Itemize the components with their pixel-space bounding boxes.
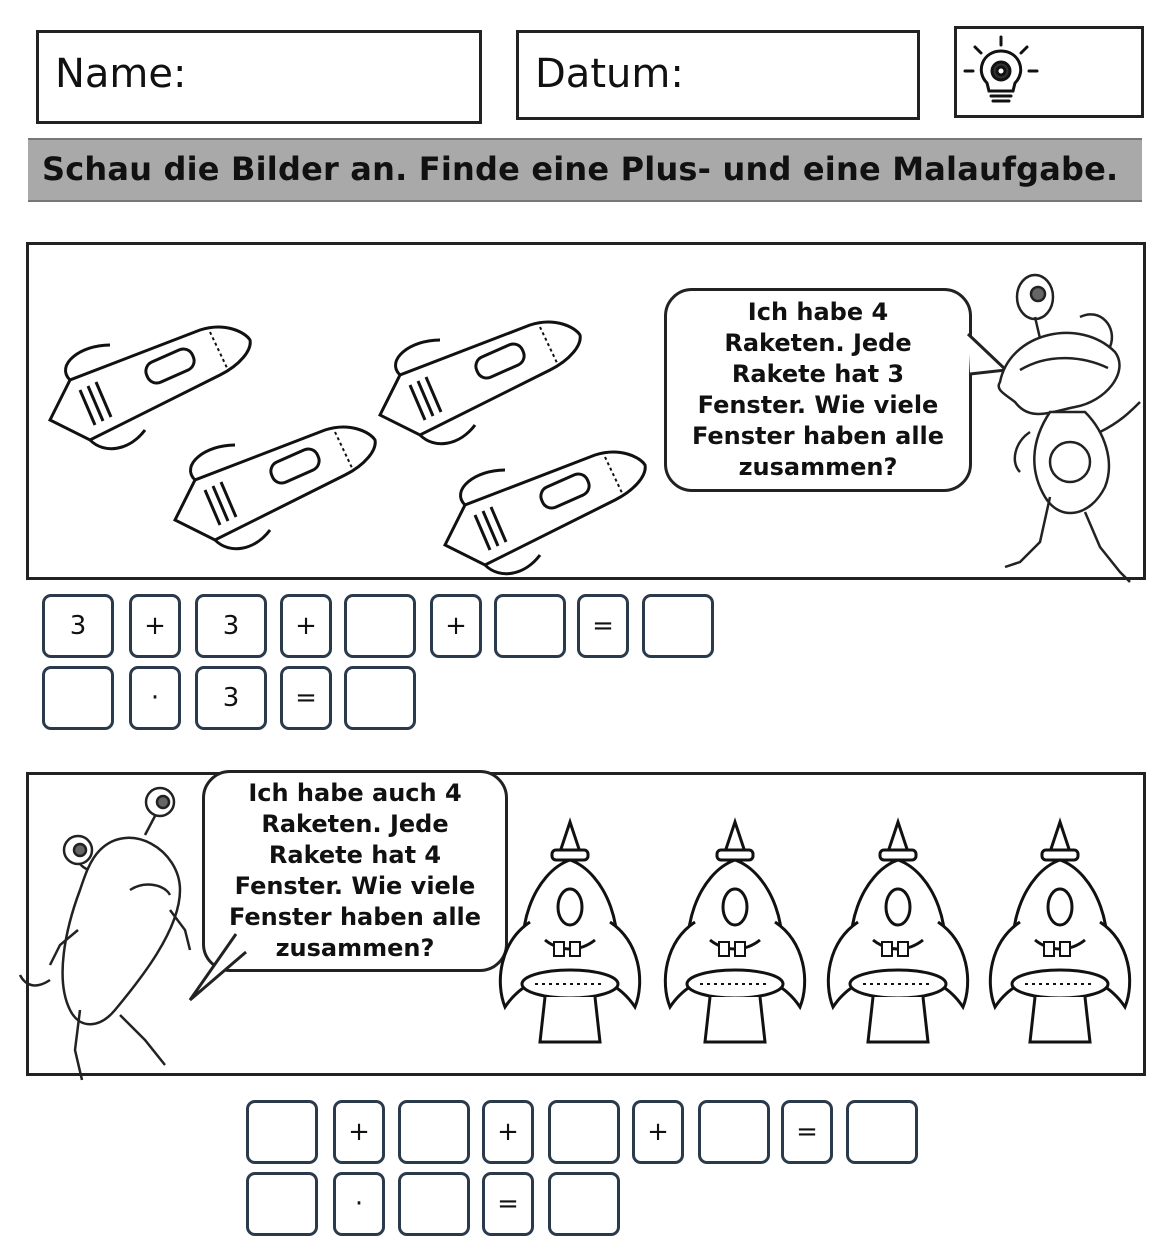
answer-box[interactable]: [548, 1100, 620, 1164]
lightbulb-gear-icon: [961, 33, 1041, 113]
answer-box[interactable]: [344, 594, 416, 658]
answer-box[interactable]: [398, 1100, 470, 1164]
operator-box: +: [333, 1100, 385, 1164]
date-field[interactable]: [516, 30, 920, 120]
task1-speech-line: Raketen. Jede: [724, 329, 912, 357]
operator-box: +: [280, 594, 332, 658]
rocket-1: [50, 327, 250, 449]
date-label: Datum:: [535, 51, 684, 97]
rocket-4: [445, 452, 645, 574]
icon-box: [954, 26, 1144, 118]
operator-box: ·: [129, 666, 181, 730]
rocket-1: [500, 822, 639, 1042]
operator-box: =: [781, 1100, 833, 1164]
answer-box[interactable]: [846, 1100, 918, 1164]
answer-box[interactable]: [494, 594, 566, 658]
task1-speech-bubble: [664, 288, 972, 492]
task2-rockets: [490, 812, 1140, 1072]
alien-2: [20, 780, 210, 1100]
task1-speech-line: Ich habe 4: [747, 298, 889, 326]
bubble-tail: [186, 930, 256, 1000]
task1-speech-line: zusammen?: [738, 453, 898, 481]
name-field[interactable]: [36, 30, 482, 124]
operator-box: +: [129, 594, 181, 658]
rocket-4: [990, 822, 1129, 1042]
task2-speech-line: Fenster haben alle: [228, 903, 482, 931]
operator-box: +: [430, 594, 482, 658]
task1-speech-line: Fenster. Wie viele: [697, 391, 939, 419]
answer-box[interactable]: 3: [195, 666, 267, 730]
rocket-2: [175, 427, 375, 549]
answer-box[interactable]: 3: [195, 594, 267, 658]
task1-speech-line: Fenster haben alle: [691, 422, 945, 450]
task2-speech-line: Fenster. Wie viele: [234, 872, 476, 900]
name-label: Name:: [55, 51, 187, 97]
task1-rockets: [40, 250, 640, 580]
answer-box[interactable]: [642, 594, 714, 658]
task2-speech-line: Raketen. Jede: [261, 810, 449, 838]
instruction-text: Schau die Bilder an. Finde eine Plus- und eine Malaufgabe.: [42, 150, 1119, 188]
task2-speech-line: Rakete hat 4: [268, 841, 442, 869]
answer-box[interactable]: [246, 1100, 318, 1164]
answer-box[interactable]: [42, 666, 114, 730]
task1-speech-line: Rakete hat 3: [731, 360, 905, 388]
rocket-3: [380, 322, 580, 444]
operator-box: =: [280, 666, 332, 730]
operator-box: ·: [333, 1172, 385, 1236]
operator-box: +: [482, 1100, 534, 1164]
answer-box[interactable]: [698, 1100, 770, 1164]
answer-box[interactable]: 3: [42, 594, 114, 658]
answer-box[interactable]: [398, 1172, 470, 1236]
task2-speech-line: Ich habe auch 4: [248, 779, 462, 807]
answer-box[interactable]: [548, 1172, 620, 1236]
alien-1: [990, 272, 1150, 602]
operator-box: +: [632, 1100, 684, 1164]
answer-box[interactable]: [246, 1172, 318, 1236]
operator-box: =: [482, 1172, 534, 1236]
answer-box[interactable]: [344, 666, 416, 730]
operator-box: =: [577, 594, 629, 658]
instruction-banner: [28, 138, 1142, 202]
rocket-2: [665, 822, 804, 1042]
task2-speech-line: zusammen?: [275, 934, 435, 962]
rocket-3: [828, 822, 967, 1042]
